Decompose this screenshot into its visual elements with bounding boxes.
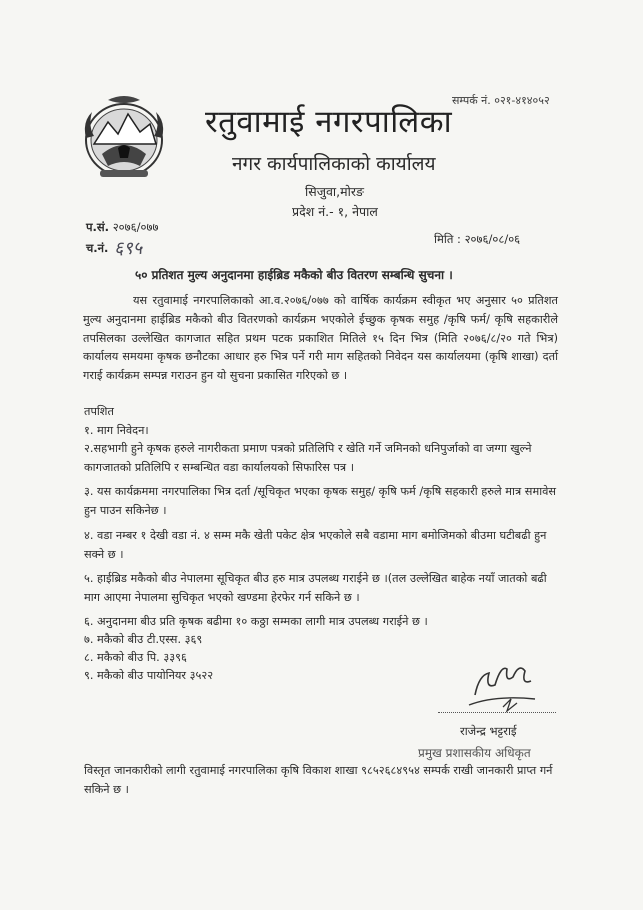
notice-body: यस रतुवामाई नगरपालिकाको आ.व.२०७६/०७७ को वार्षिक कार्यक्रम स्वीकृत भए अनुसार ५० प्रतिशत मुल्य अनुदानमा हाईब्रिड मकैको बीउ वितरणको कार्यक्रम भएकोले ईच्छुक कृषक समुह /कृषि फर्म/ कृषि सहकारीले तपसिलका उल्लेखित कागजात सहित प्रथम पटक प्रकाशित मितिले १५ दिन भित्र (मिति २०७६/८/२० गते भित्र) कार्यालय समयमा कृषक छनौटका आधार हरु भित्र पर्ने गरी माग सहितको निवेदन यस कार्यालयमा (कृषि शाखा) दर्ता गराई कार्यक्रम सम्पन्न गराउन हुन यो सुचना प्रकासित गरिएको छ । (83, 294, 558, 383)
office-name: नगर कार्यपालिकाको कार्यालय (232, 153, 436, 175)
contact-number: सम्पर्क नं. ०२१-४१४०५२ (452, 94, 550, 107)
list-item: १. माग निवेदन। (84, 424, 149, 437)
reference-value: २०७६/०७७ (112, 220, 159, 234)
list-item: ५. हाईब्रिड मकैको बीउ नेपालमा सूचिकृत बीउ हरु मात्र उपलब्ध गराईने छ ।(तल उल्लेखित बाहेक नयाँ जातको बढी माग आएमा नेपालमा सुचिकृत भएको खण्डमा हेरफेर गर्न सकिने छ । (84, 572, 547, 604)
list-item: ८. मकैको बीउ पि. ३३९६ (84, 651, 187, 664)
list-item: ६. अनुदानमा बीउ प्रति कृषक बढीमा १० कठ्ठा सम्मका लागी मात्र उपलब्ध गराईने छ । (84, 615, 428, 628)
reference-label: प.सं. (86, 220, 110, 234)
municipality-name: रतुवामाई नगरपालिका (205, 104, 453, 140)
signature-line (438, 712, 556, 713)
notice-date: मिति : २०७६/०८/०६ (434, 232, 521, 246)
list-item: ३. यस कार्यक्रममा नगरपालिका भित्र दर्ता /सूचिकृत भएका कृषक समुह/ कृषि फर्म /कृषि सहकारी हरुले मात्र समावेस हुन पाउन सकिनेछ । (84, 485, 557, 517)
list-item: ९. मकैको बीउ पायोनियर ३५२२ (84, 669, 214, 682)
province-line: प्रदेश नं.- १, नेपाल (292, 204, 378, 219)
notice-subject: ५० प्रतिशत मुल्य अनुदानमा हाईब्रिड मकैको बीउ वितरण सम्बन्धि सुचना । (135, 268, 453, 282)
reference-number (86, 220, 158, 235)
details-heading: तपशित (84, 405, 114, 418)
dispatch-number-handwritten: ६९५ (114, 238, 143, 259)
list-item: ७. मकैको बीउ टी.एस्स. ३६९ (84, 633, 203, 646)
dispatch-label: च.नं. (86, 241, 109, 255)
handwritten-signature (455, 655, 545, 717)
signatory-designation: प्रमुख प्रशासकीय अधिकृत (418, 746, 531, 760)
list-item: २.सहभागी हुने कृषक हरुले नागरीकता प्रमाण पत्रको प्रतिलिपि र खेति गर्ने जमिनको धनिपुर्जाको वा जग्गा खुल्ने कागजातको प्रतिलिपि र सम्बन्धित वडा कार्यालयको सिफारिस पत्र । (84, 442, 532, 474)
footer-note: विस्तृत जानकारीको लागी रतुवामाई नगरपालिका कृषि विकाश शाखा ९८५२६८४९५४ सम्पर्क राखी जानकारी प्राप्त गर्न सकिने छ । (84, 764, 553, 796)
government-emblem-icon (78, 92, 170, 182)
office-location: सिजुवा,मोरङ (305, 184, 364, 199)
list-item: ४. वडा नम्बर १ देखी वडा नं. ४ सम्म मकै खेती पकेट क्षेत्र भएकोले सबै वडामा माग बमोजिमको बीउमा घटीबढी हुन सक्ने छ । (84, 529, 547, 561)
signatory-name: राजेन्द्र भट्टराई (460, 724, 517, 738)
